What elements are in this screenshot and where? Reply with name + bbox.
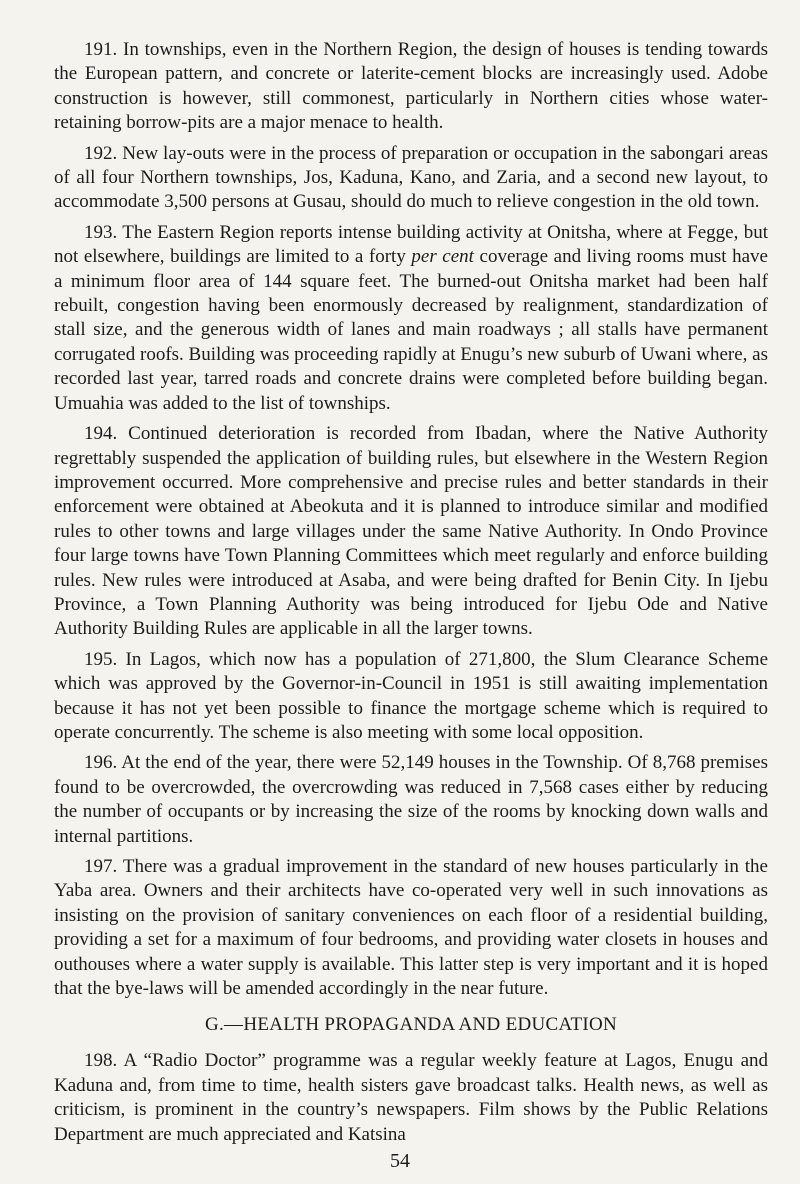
paragraph-192 <box>54 142 768 215</box>
paragraph-text: A “Radio Doctor” programme was a regular weekly feature at Lagos, Enugu and Kaduna and, from time to time, health sisters gave broadcast talks. Health news, as well as criticism, is prominent in the country’s newspapers. Film shows by the Public Relations Department are much appreciated and Katsina <box>54 1050 769 1145</box>
paragraph-number: 194. <box>84 423 118 445</box>
paragraph-195 <box>54 648 768 746</box>
paragraph-text: Continued deterioration is recorded from Ibadan, where the Native Authority regrettably suspended the application of building rules, but elsewhere in the Western Region improvement occurred. More comprehensive and precise rules and better standards in their enforcement were obtained at Abeokuta and it is planned to introduce similar and modified rules to other towns and large villages under the same Native Authority. In Ondo Province four large towns have Town Planning Committees which meet regularly and enforce building rules. New rules were introduced at Asaba, and were being drafted for Benin City. In Ijebu Province, a Town Planning Authority was being introduced for Ijebu Ode and Native Authority Building Rules are applicable in all the larger towns. <box>54 423 768 640</box>
paragraph-text: In Lagos, which now has a population of 271,800, the Slum Clearance Scheme which was approved by the Governor-in-Council in 1951 is still awaiting implementation because it has not yet been possible to finance the mortgage scheme which is required to operate concurrently. The scheme is also meeting with some local opposition. <box>54 648 768 743</box>
page-number: 54 <box>390 1150 410 1172</box>
paragraph-number: 191. <box>84 39 118 60</box>
paragraph-text-continued: coverage and living rooms must have a minimum floor area of 144 square feet. The burned-out Onitsha market had been half rebuilt, congestion having been enormously decreased by realignment, standardization of stall size, and the generous width of lanes and main roadways ; all stalls have permanent corrugated roofs. Building was proceeding rapidly at Enugu’s new suburb of Uwani where, as recorded last year, tarred roads and concrete drains were completed before building began. Umuahia was added to the list of townships. <box>54 246 768 414</box>
paragraph-number: 192. <box>84 142 118 164</box>
paragraph-text: In townships, even in the Northern Region, the design of houses is tending towards the European pattern, and concrete or laterite-cement blocks are increasingly used. Adobe construction is however, still commonest, particularly in Northern cities whose water-retaining borrow-pits are a major menace to health. <box>54 39 768 134</box>
italic-phrase: per cent <box>411 246 474 268</box>
paragraph-197 <box>54 855 768 1001</box>
paragraph-194 <box>54 422 768 642</box>
paragraph-number: 195. <box>84 648 118 670</box>
paragraph-text: The Eastern Region reports intense building activity at Onitsha, where at Fegge, but not elsewhere, buildings are limited to a forty <box>54 221 768 268</box>
paragraph-198 <box>54 1049 768 1147</box>
paragraph-number: 193. <box>84 221 118 243</box>
paragraph-number: 197. <box>84 856 118 877</box>
section-heading: G.—HEALTH PROPAGANDA AND EDUCATION <box>204 1014 618 1036</box>
paragraph-text: New lay-outs were in the process of preparation or occupation in the sabongari areas of all four Northern townships, Jos, Kaduna, Kano, and Zaria, and a second new layout, to accommodate 3,500 persons at Gusau, should do much to relieve congestion in the old town. <box>54 142 769 213</box>
paragraph-text: At the end of the year, there were 52,149 houses in the Township. Of 8,768 premises found to be overcrowded, the overcrowding was reduced in 7,568 cases either by reducing the number of occupants or by increasing the size of the rooms by knocking down walls and internal partitions. <box>54 752 768 847</box>
paragraph-196 <box>54 751 768 849</box>
paragraph-number: 198. <box>84 1050 118 1072</box>
paragraph-193 <box>54 221 768 416</box>
paragraph-text: There was a gradual improvement in the standard of new houses particularly in the Yaba area. Owners and their architects have co-operated very well in such innovations as insisting on the provision of sanitary conveniences on each floor of a residential building, providing a set for a maximum of four bedrooms, and providing water closets in houses and outhouses where a water supply is available. This latter step is very important and it is hoped that the bye-laws will be amended accordingly in the near future. <box>54 856 768 1000</box>
paragraph-191 <box>54 38 768 136</box>
document-page <box>54 38 768 1153</box>
paragraph-number: 196. <box>84 752 118 774</box>
